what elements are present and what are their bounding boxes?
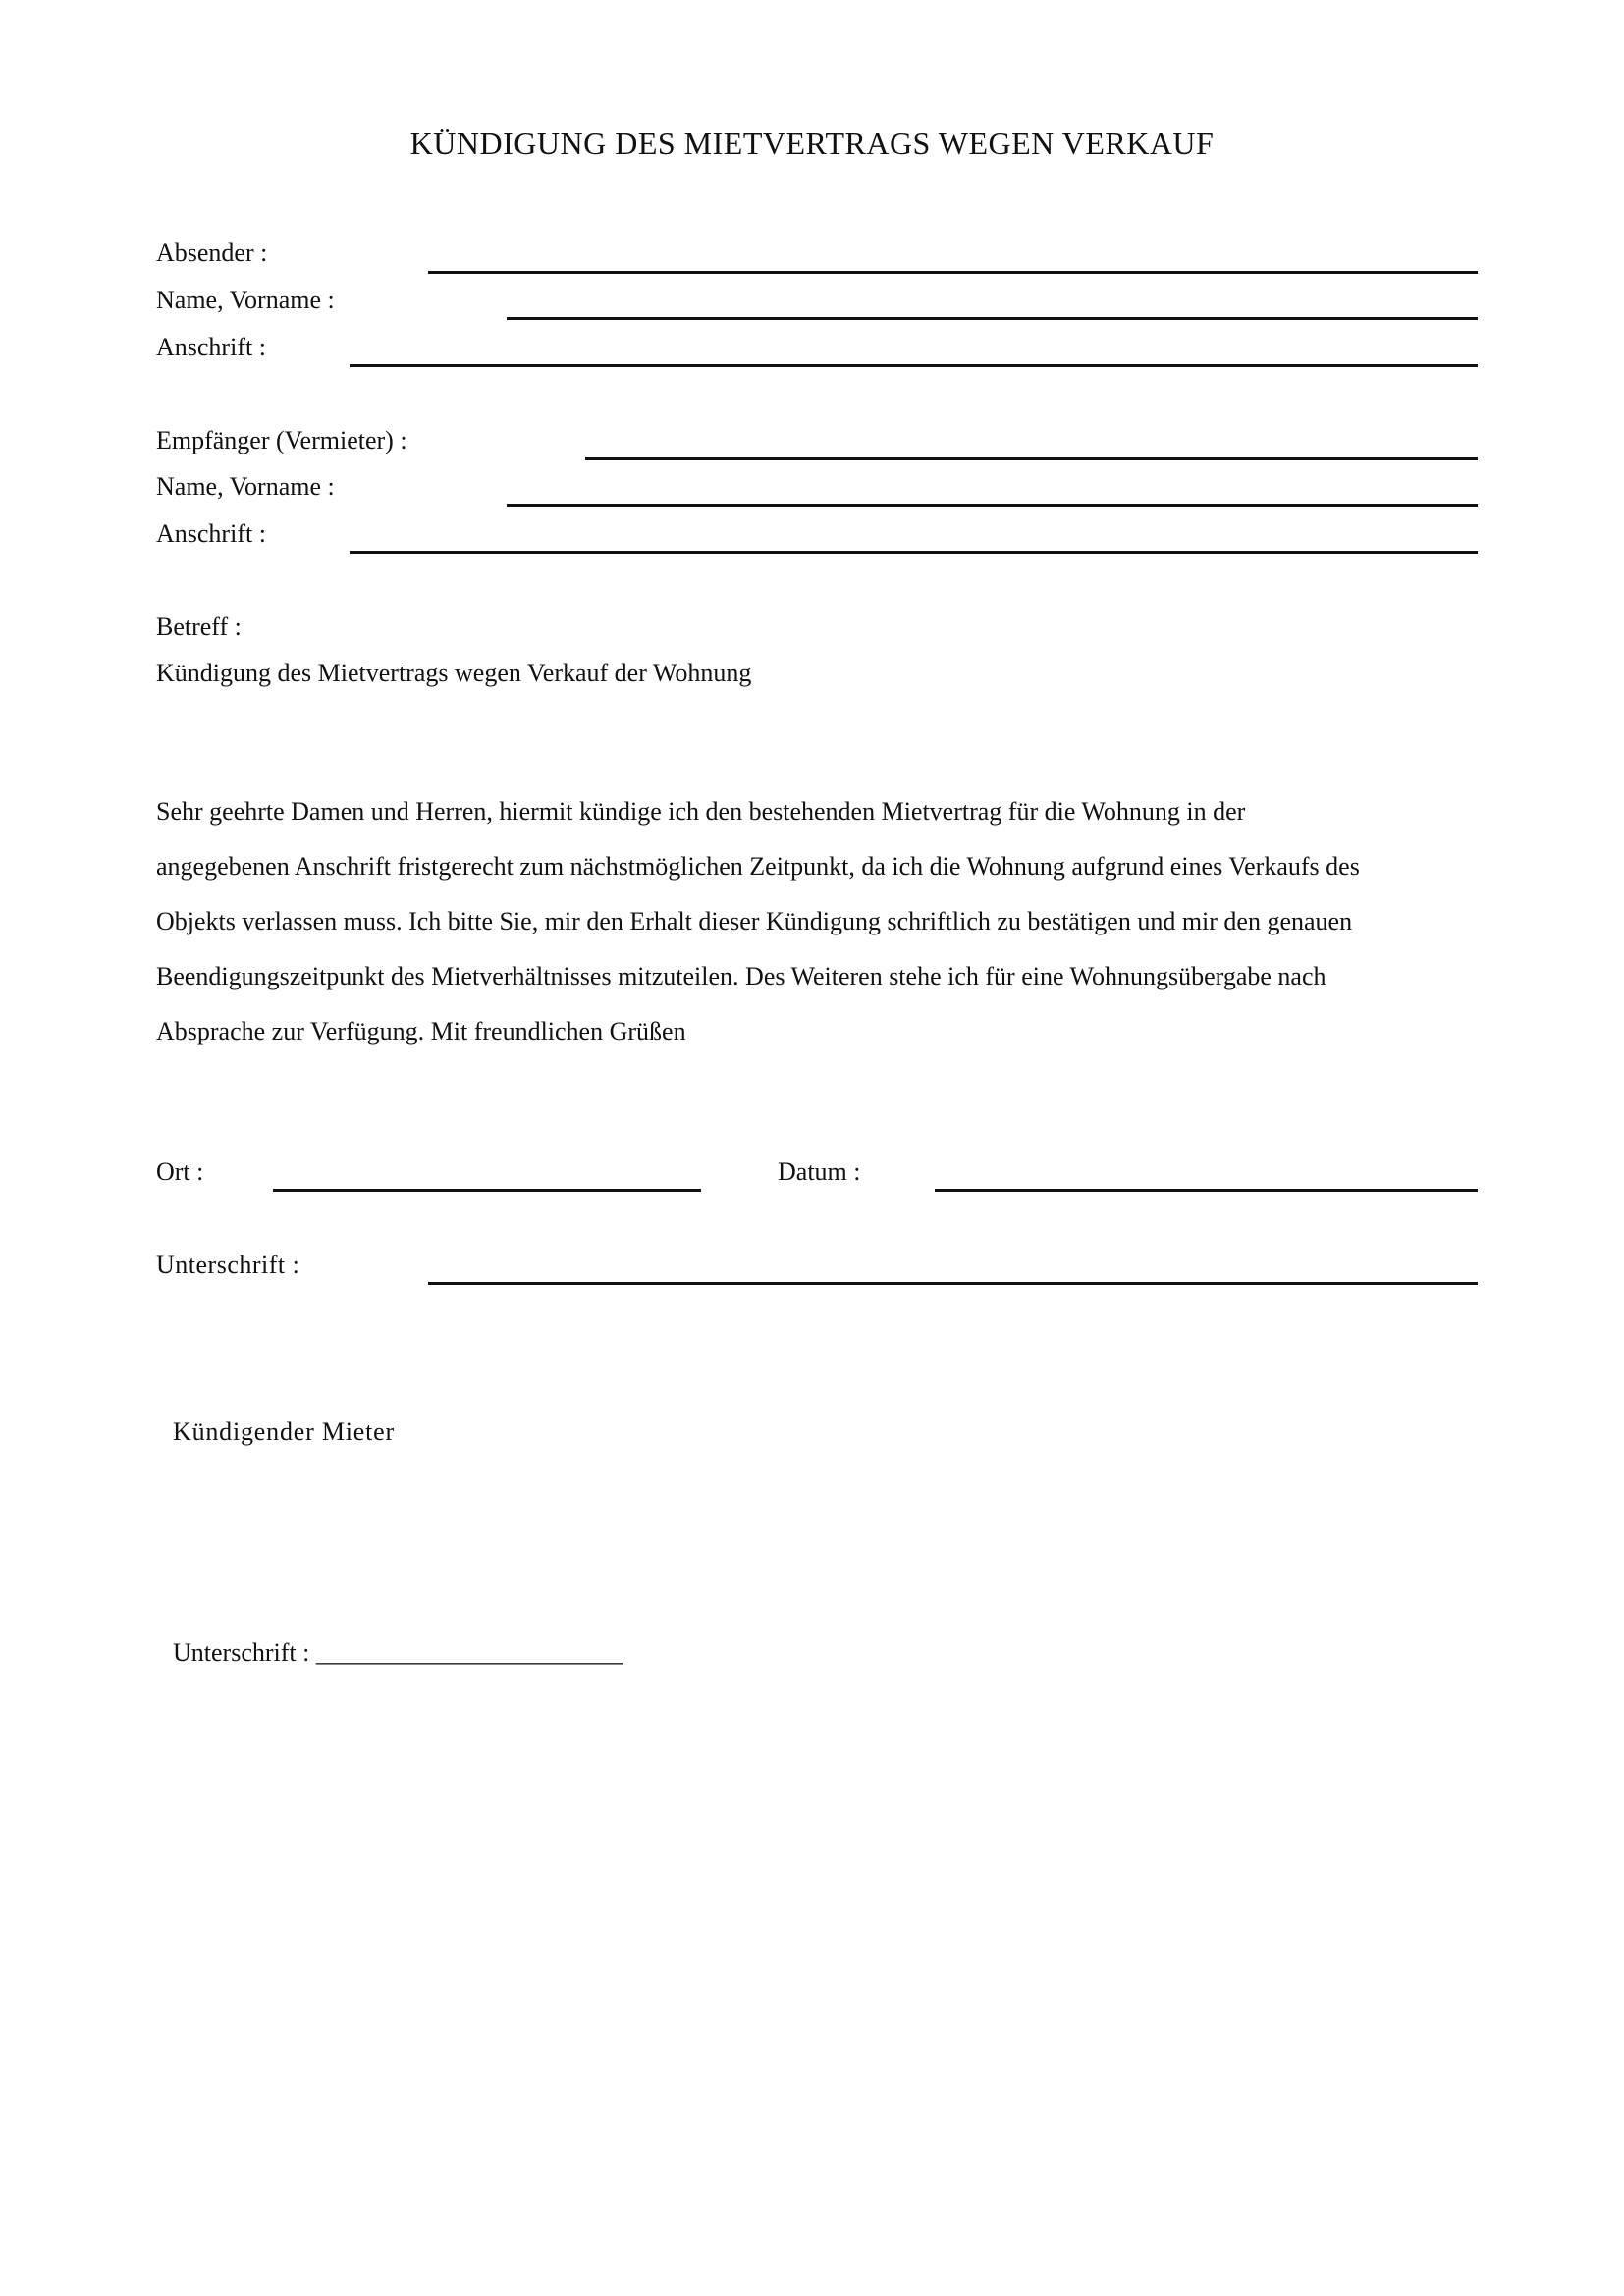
body-line: angegebenen Anschrift fristgerecht zum nächstmöglichen Zeitpunkt, da ich die Wohnung aufgrund eines Verkaufs des	[156, 852, 1360, 881]
recipient-address-input-line[interactable]	[350, 551, 1478, 554]
recipient-address-label: Anschrift :	[156, 519, 266, 548]
recipient-name-label: Name, Vorname :	[156, 472, 335, 501]
sender-address-input-line[interactable]	[350, 364, 1478, 367]
tenant-label: Kündigender Mieter	[173, 1417, 395, 1446]
sender-input-line[interactable]	[428, 271, 1478, 274]
sender-address-label: Anschrift :	[156, 333, 266, 361]
signature-label: Unterschrift :	[156, 1251, 300, 1279]
sender-name-label: Name, Vorname :	[156, 286, 335, 314]
body-line: Sehr geehrte Damen und Herren, hiermit kündige ich den bestehenden Mietvertrag für die Wohnung in der	[156, 797, 1246, 826]
body-line: Beendigungszeitpunkt des Mietverhältnisses mitzuteilen. Des Weiteren stehe ich für eine Wohnungsübergabe nach	[156, 962, 1326, 990]
place-label: Ort :	[156, 1157, 204, 1186]
subject-text: Kündigung des Mietvertrags wegen Verkauf der Wohnung	[156, 659, 752, 687]
signature-input-line[interactable]	[428, 1282, 1478, 1285]
place-input-line[interactable]	[273, 1189, 701, 1192]
date-label: Datum :	[778, 1157, 861, 1186]
recipient-input-line[interactable]	[585, 457, 1478, 460]
body-line: Objekts verlassen muss. Ich bitte Sie, mir den Erhalt dieser Kündigung schriftlich zu bestätigen und mir den genauen	[156, 907, 1353, 935]
sender-heading: Absender :	[156, 239, 268, 267]
subject-label: Betreff :	[156, 613, 242, 641]
tenant-signature-line[interactable]: Unterschrift : ________________________	[173, 1638, 623, 1667]
recipient-heading: Empfänger (Vermieter) :	[156, 426, 407, 454]
body-line: Absprache zur Verfügung. Mit freundlichen Grüßen	[156, 1017, 686, 1045]
recipient-name-input-line[interactable]	[507, 504, 1478, 507]
sender-name-input-line[interactable]	[507, 317, 1478, 320]
letter-body	[156, 784, 1477, 1059]
document-title: KÜNDIGUNG DES MIETVERTRAGS WEGEN VERKAUF	[409, 126, 1215, 161]
date-input-line[interactable]	[935, 1189, 1478, 1192]
